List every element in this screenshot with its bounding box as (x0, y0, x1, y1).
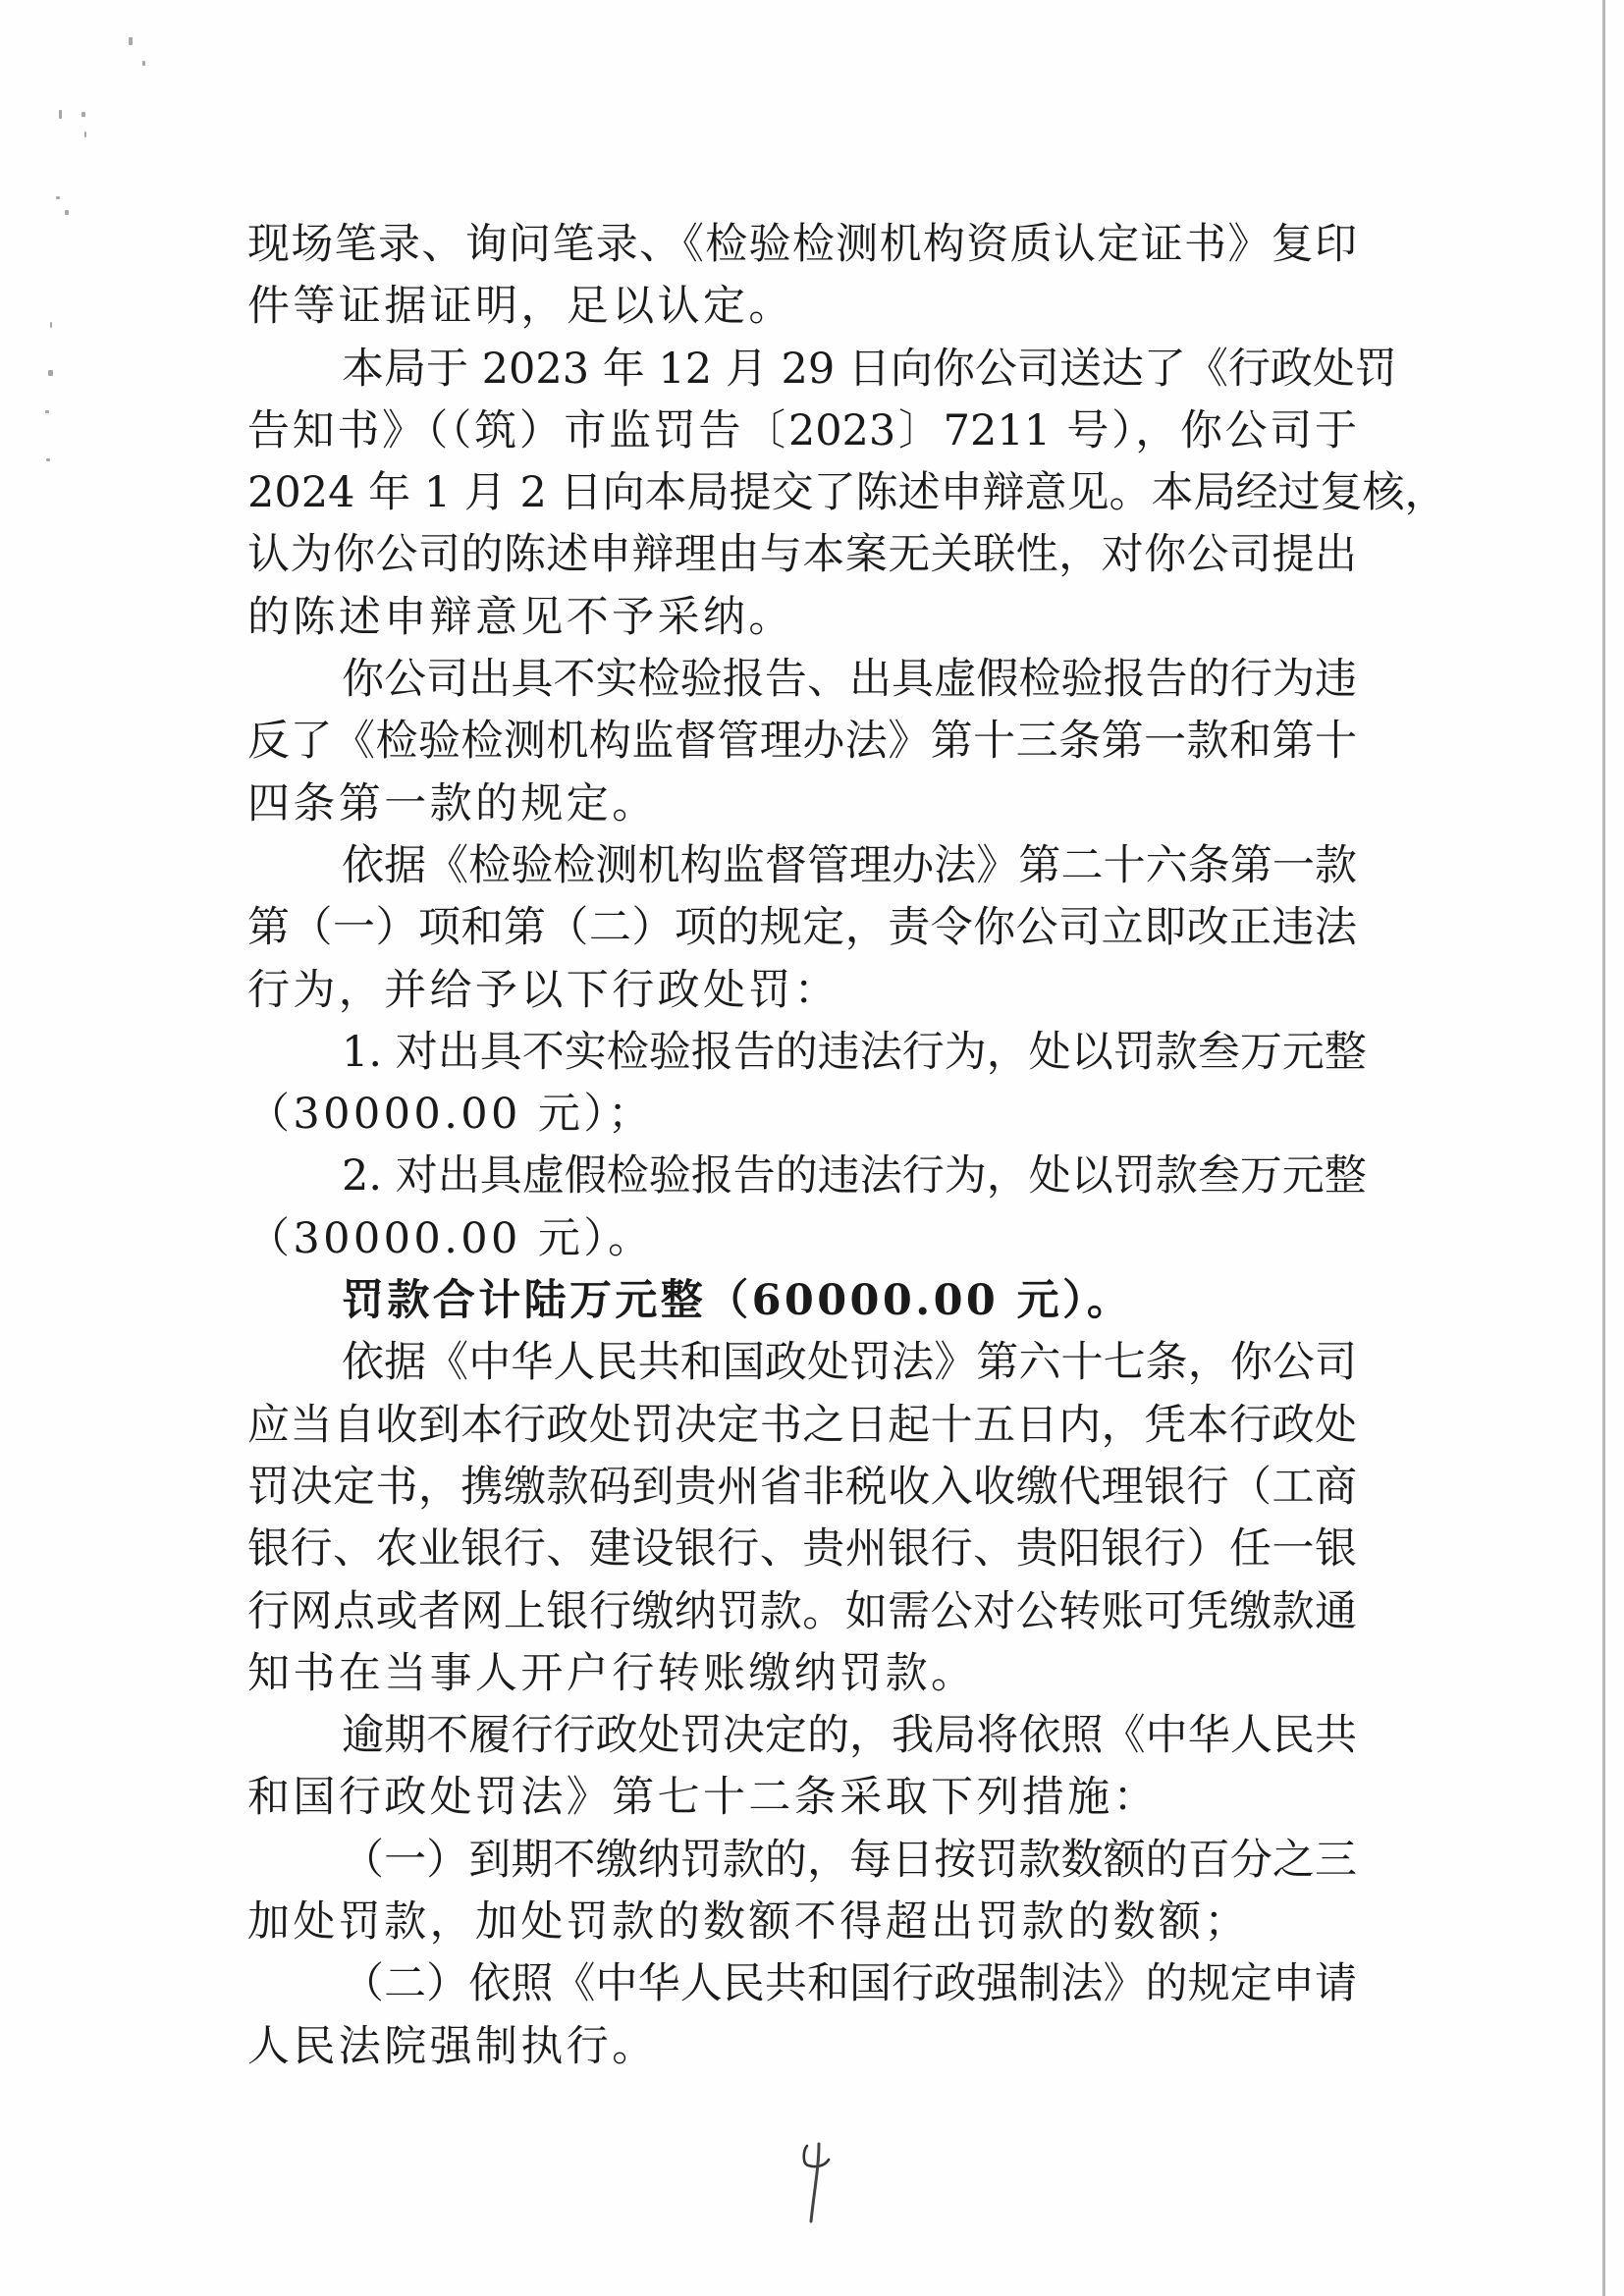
text-line: 行为，并给予以下行政处罚： (247, 965, 840, 1015)
text-line: 2024 年 1 月 2 日向本局提交了陈述申辩意见。本局经过复核， (247, 468, 1447, 518)
text-line: 2. 对出具虚假检验报告的违法行为，处以罚款叁万元整 (342, 1151, 1367, 1201)
text-line: 告知书》（（筑）市监罚告〔2023〕7211 号），你公司于 (247, 405, 1357, 455)
text-line: （30000.00 元）。 (247, 1213, 654, 1263)
scan-edge-line (1602, 0, 1605, 2296)
text-line: 逾期不履行行政处罚决定的，我局将依照《中华人民共 (342, 1711, 1357, 1761)
text-line: 现场笔录、询问笔录、《检验检测机构资质认定证书》复印 (247, 220, 1357, 269)
text-line: （30000.00 元）； (247, 1090, 654, 1140)
text-line: 认为你公司的陈述申辩理由与本案无关联性，对你公司提出 (247, 530, 1357, 580)
text-line: 件等证据证明，足以认定。 (247, 282, 794, 332)
text-line: 你公司出具不实检验报告、出具虚假检验报告的行为违 (342, 655, 1357, 705)
text-line: 反了《检验检测机构监督管理办法》第十三条第一款和第十 (247, 717, 1357, 767)
text-line: 和国行政处罚法》第七十二条采取下列措施： (247, 1773, 1159, 1823)
text-line: 应当自收到本行政处罚决定书之日起十五日内，凭本行政处 (247, 1400, 1357, 1450)
text-line: 知书在当事人开户行转账缴纳罚款。 (247, 1648, 977, 1698)
text-line: 依据《中华人民共和国政处罚法》第六十七条，你公司 (342, 1338, 1357, 1388)
text-line: 人民法院强制执行。 (247, 2021, 658, 2071)
text-line: 罚决定书，携缴款码到贵州省非税收入收缴代理银行（工商 (247, 1462, 1357, 1512)
handwritten-page-number (800, 2138, 839, 2226)
text-line: （二）依照《中华人民共和国行政强制法》的规定申请 (342, 1959, 1357, 2009)
text-line: 依据《检验检测机构监督管理办法》第二十六条第一款 (342, 840, 1357, 890)
text-line: （一）到期不缴纳罚款的，每日按罚款数额的百分之三 (342, 1835, 1357, 1885)
text-line: 银行、农业银行、建设银行、贵州银行、贵阳银行）任一银 (247, 1524, 1357, 1575)
decision-body (247, 214, 1447, 2078)
text-line: 加处罚款，加处罚款的数额不得超出罚款的数额； (247, 1897, 1250, 1948)
text-line: 四条第一款的规定。 (247, 778, 658, 828)
text-line: 的陈述申辩意见不予采纳。 (247, 592, 794, 642)
page-number-glyph-icon (800, 2138, 839, 2226)
text-line: 本局于 2023 年 12 月 29 日向你公司送达了《行政处罚 (342, 344, 1397, 394)
binding-hole-marks (0, 0, 196, 550)
text-line: 1. 对出具不实检验报告的违法行为，处以罚款叁万元整 (342, 1027, 1367, 1077)
text-line: 第（一）项和第（二）项的规定，责令你公司立即改正违法 (247, 903, 1357, 953)
text-line: 行网点或者网上银行缴纳罚款。如需公对公转账可凭缴款通 (247, 1586, 1357, 1636)
text-line: 罚款合计陆万元整（60000.00 元）。 (342, 1276, 1133, 1326)
